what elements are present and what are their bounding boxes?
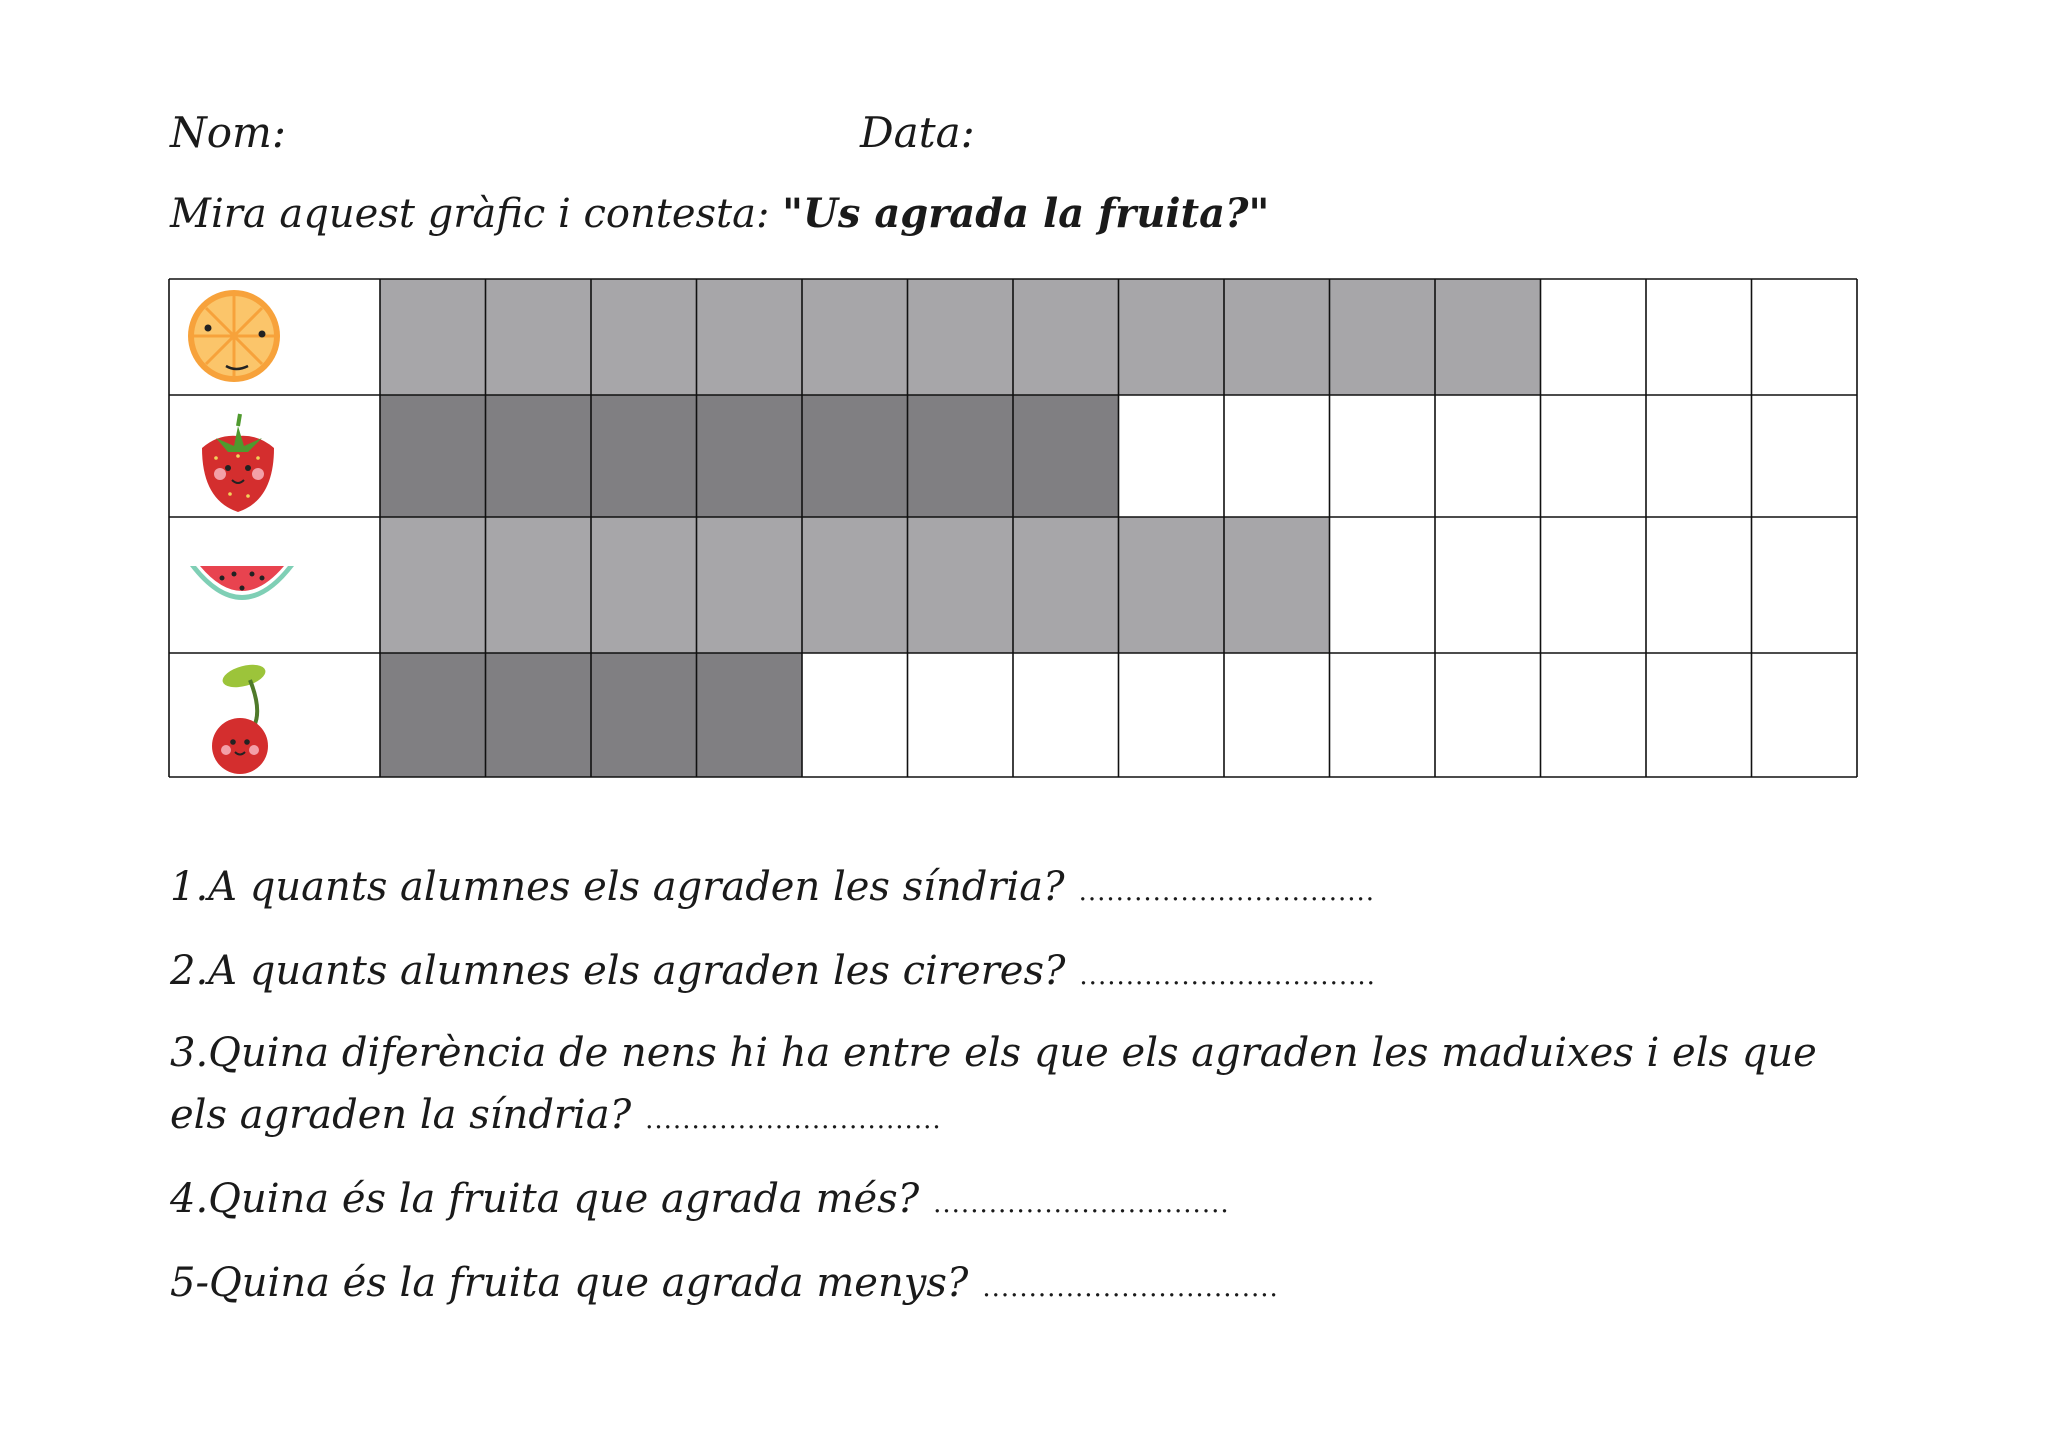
name-label: Nom:	[170, 108, 287, 157]
answer-line-1[interactable]: ................................	[1078, 877, 1376, 907]
bar-cell-taronja	[908, 279, 1014, 395]
question-1	[170, 856, 1870, 923]
bar-cell-taronja	[697, 279, 803, 395]
question-4	[170, 1168, 1870, 1235]
question-2	[170, 940, 1870, 1007]
bar-cell-cirera	[697, 653, 803, 777]
bar-cell-taronja	[1224, 279, 1330, 395]
bar-cell-síndria	[1119, 517, 1225, 653]
bar-cell-síndria	[380, 517, 486, 653]
instruction	[170, 190, 1269, 237]
bar-cell-síndria	[1224, 517, 1330, 653]
orange-icon	[188, 290, 280, 382]
bar-cell-taronja	[380, 279, 486, 395]
bar-cell-maduixa	[908, 395, 1014, 517]
bar-cell-taronja	[1435, 279, 1541, 395]
bar-cell-síndria	[591, 517, 697, 653]
question-5	[170, 1252, 1870, 1319]
bar-cell-síndria	[697, 517, 803, 653]
watermelon-icon	[190, 566, 294, 600]
answer-line-2[interactable]: ................................	[1079, 961, 1376, 991]
cherry-icon	[212, 661, 268, 774]
bar-cell-síndria	[486, 517, 592, 653]
bar-cell-taronja	[1330, 279, 1436, 395]
answer-line-5[interactable]: ................................	[982, 1273, 1279, 1303]
fruit-pictogram-chart	[168, 278, 1858, 780]
bar-cell-maduixa	[486, 395, 592, 517]
question-5-text: 5-Quina és la fruita que agrada menys?	[170, 1260, 969, 1306]
bar-cell-síndria	[802, 517, 908, 653]
bar-cell-síndria	[1013, 517, 1119, 653]
answer-line-4[interactable]: ................................	[933, 1189, 1230, 1219]
answer-line-3[interactable]: ................................	[645, 1105, 942, 1135]
chart-question-title: "Us agrada la fruita?"	[782, 190, 1270, 237]
bar-cell-cirera	[380, 653, 486, 777]
instruction-prefix: Mira aquest gràfic i contesta:	[170, 191, 783, 237]
strawberry-icon	[202, 414, 274, 512]
bar-cell-maduixa	[1013, 395, 1119, 517]
bar-cell-cirera	[591, 653, 697, 777]
bar-cell-maduixa	[697, 395, 803, 517]
bar-cell-cirera	[486, 653, 592, 777]
question-3	[170, 1022, 1870, 1151]
question-3-text: 3.Quina diferència de nens hi ha entre els que els agraden les maduixes i els que els agraden la síndria?	[170, 1030, 1817, 1138]
bar-cell-taronja	[1119, 279, 1225, 395]
bar-cell-taronja	[802, 279, 908, 395]
bar-cell-taronja	[1013, 279, 1119, 395]
bar-cell-maduixa	[380, 395, 486, 517]
bar-cell-maduixa	[591, 395, 697, 517]
bar-cell-síndria	[908, 517, 1014, 653]
question-1-text: 1.A quants alumnes els agraden les síndria?	[170, 864, 1065, 910]
date-label: Data:	[860, 108, 975, 157]
question-4-text: 4.Quina és la fruita que agrada més?	[170, 1176, 920, 1222]
bar-cell-taronja	[591, 279, 697, 395]
question-2-text: 2.A quants alumnes els agraden les cireres?	[170, 948, 1066, 994]
bar-cell-maduixa	[802, 395, 908, 517]
bar-cell-taronja	[486, 279, 592, 395]
